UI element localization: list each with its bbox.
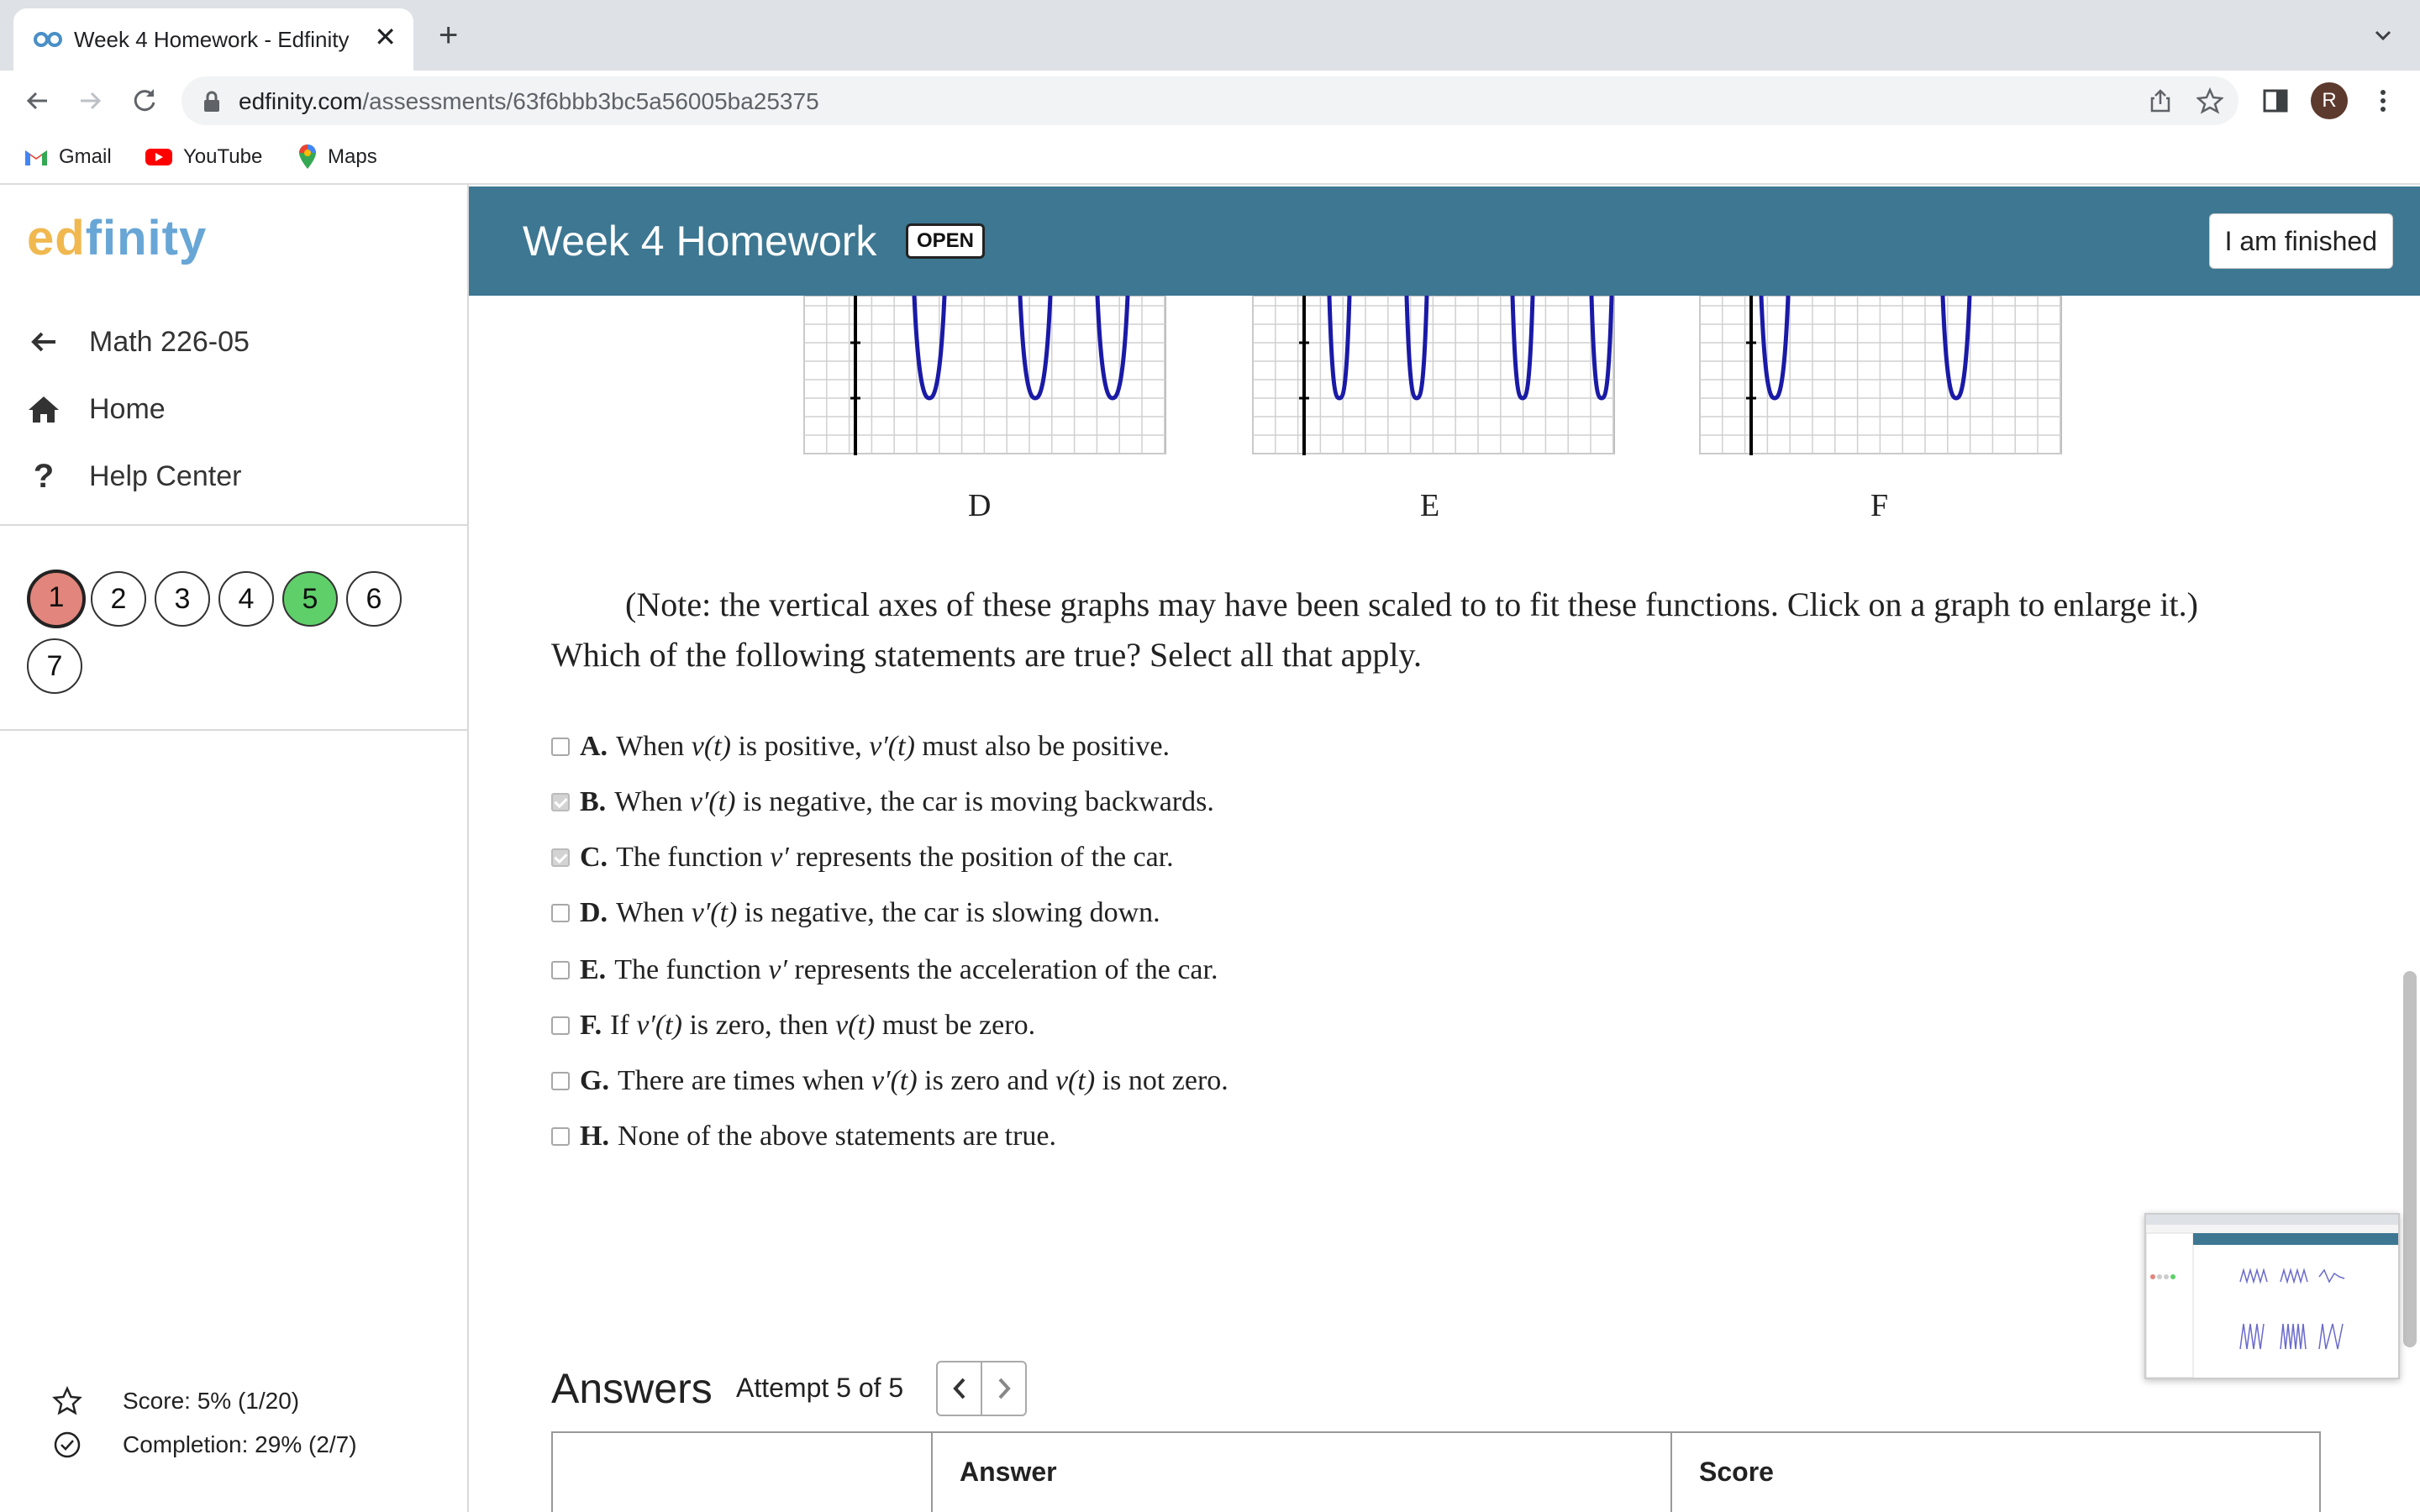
answers-table bbox=[551, 1431, 2321, 1512]
maps-icon bbox=[297, 144, 318, 171]
logo-finity: finity bbox=[85, 211, 208, 265]
completion-stat bbox=[52, 1430, 357, 1460]
option-checkbox[interactable] bbox=[551, 1127, 570, 1146]
url-text bbox=[239, 88, 819, 115]
option-text: The function v′ represents the acceleration of the car. bbox=[614, 954, 1218, 985]
logo-ed: ed bbox=[27, 211, 86, 265]
option-letter: E. bbox=[580, 954, 607, 985]
home-icon bbox=[28, 395, 60, 423]
option-letter: G. bbox=[580, 1065, 609, 1096]
sidebar-item-label: Math 226-05 bbox=[89, 325, 250, 358]
completion-text: Completion: 29% (2/7) bbox=[123, 1431, 357, 1457]
edfinity-favicon-icon bbox=[32, 29, 64, 50]
option-checkbox[interactable] bbox=[551, 961, 570, 979]
screenshot-thumbnail[interactable] bbox=[2144, 1213, 2400, 1379]
side-panel-icon[interactable] bbox=[2260, 86, 2291, 116]
chevron-right-icon bbox=[996, 1376, 1013, 1401]
option-letter: D. bbox=[580, 897, 608, 928]
page-title: Week 4 Homework bbox=[523, 218, 877, 265]
bookmarks-bar bbox=[0, 131, 2420, 185]
option-text: If v′(t) is zero, then v(t) must be zero. bbox=[610, 1010, 1036, 1041]
option-checkbox[interactable] bbox=[551, 848, 570, 867]
option-checkbox[interactable] bbox=[551, 1016, 570, 1035]
thumbnail-preview bbox=[2146, 1215, 2398, 1378]
forward-icon[interactable] bbox=[76, 86, 106, 116]
finish-button[interactable]: I am finished bbox=[2209, 213, 2393, 269]
sidebar-item-course[interactable] bbox=[25, 321, 250, 363]
status-badge: OPEN bbox=[906, 223, 985, 259]
column-header-answer: Answer bbox=[931, 1433, 1670, 1512]
sidebar-divider bbox=[0, 524, 467, 526]
sidebar-item-label: Help Center bbox=[89, 459, 242, 492]
chevron-down-icon[interactable] bbox=[2371, 24, 2395, 47]
bookmark-star-icon[interactable] bbox=[2196, 87, 2223, 114]
answers-heading: Answers bbox=[551, 1365, 713, 1412]
bookmark-label: YouTube bbox=[183, 145, 263, 168]
option-text: When v(t) is positive, v′(t) must also be positive. bbox=[616, 731, 1171, 762]
question-nav-1[interactable]: 1 bbox=[27, 570, 86, 628]
option-checkbox[interactable] bbox=[551, 738, 570, 756]
chevron-left-icon bbox=[951, 1376, 968, 1401]
arrow-left-icon bbox=[29, 327, 59, 357]
option-text: When v′(t) is negative, the car is moving backwards. bbox=[614, 786, 1214, 817]
option-text: There are times when v′(t) is zero and v(t) is not zero. bbox=[617, 1065, 1228, 1096]
attempt-counter: Attempt 5 of 5 bbox=[736, 1373, 904, 1403]
option-text: When v′(t) is negative, the car is slowing down. bbox=[616, 897, 1160, 928]
graph-label-d: D bbox=[968, 488, 992, 523]
question-content bbox=[471, 296, 2403, 1512]
graph-d[interactable] bbox=[803, 296, 1166, 455]
question-note: (Note: the vertical axes of these graphs may have been scaled to to fit these functions. Click on a graph to enlarge it.) bbox=[625, 585, 2198, 623]
answer-option-g[interactable] bbox=[551, 1060, 1228, 1102]
option-checkbox[interactable] bbox=[551, 793, 570, 811]
bookmark-gmail[interactable] bbox=[24, 143, 112, 171]
bookmark-label: Gmail bbox=[59, 145, 112, 168]
answer-option-d[interactable] bbox=[551, 892, 1160, 934]
address-bar[interactable] bbox=[182, 76, 2238, 125]
graph-f[interactable] bbox=[1699, 296, 2062, 455]
sidebar-item-help-center[interactable] bbox=[25, 455, 241, 497]
option-letter: B. bbox=[580, 786, 607, 817]
share-icon[interactable] bbox=[2148, 88, 2173, 113]
answer-option-f[interactable] bbox=[551, 1005, 1035, 1047]
sidebar-item-label: Home bbox=[89, 392, 166, 425]
bookmark-youtube[interactable] bbox=[145, 143, 262, 171]
bookmark-label: Maps bbox=[328, 145, 377, 168]
score-text: Score: 5% (1/20) bbox=[123, 1388, 300, 1414]
new-tab-icon[interactable]: + bbox=[439, 17, 459, 54]
profile-avatar[interactable]: R bbox=[2311, 82, 2348, 119]
previous-attempt-button[interactable] bbox=[938, 1362, 982, 1415]
url-domain: edfinity.com bbox=[239, 88, 363, 114]
sidebar-divider bbox=[0, 729, 467, 731]
answer-option-h[interactable] bbox=[551, 1116, 1056, 1158]
check-circle-icon bbox=[52, 1430, 82, 1460]
tab-title: Week 4 Homework - Edfinity bbox=[74, 27, 350, 52]
option-letter: F. bbox=[580, 1010, 602, 1041]
answer-option-e[interactable] bbox=[551, 949, 1218, 991]
star-icon bbox=[52, 1386, 82, 1416]
bookmark-maps[interactable] bbox=[297, 143, 377, 171]
option-letter: A. bbox=[580, 731, 608, 762]
youtube-icon bbox=[145, 147, 173, 167]
score-stat bbox=[52, 1386, 299, 1416]
assignment-header bbox=[469, 186, 2420, 296]
close-tab-icon[interactable]: ✕ bbox=[374, 22, 397, 52]
graph-label-f: F bbox=[1870, 488, 1889, 523]
url-path: /assessments/63f6bbb3bc5a56005ba25375 bbox=[362, 88, 819, 114]
option-letter: C. bbox=[580, 842, 608, 873]
next-attempt-button[interactable] bbox=[982, 1362, 1025, 1415]
option-checkbox[interactable] bbox=[551, 904, 570, 922]
question-nav-5[interactable]: 5 bbox=[282, 571, 338, 627]
question-nav-3[interactable]: 3 bbox=[155, 571, 210, 627]
question-icon: ? bbox=[33, 457, 55, 495]
question-nav-6[interactable]: 6 bbox=[346, 571, 402, 627]
browser-tab-bar bbox=[0, 0, 2420, 71]
column-header-score: Score bbox=[1670, 1433, 2319, 1512]
edfinity-logo[interactable] bbox=[27, 210, 207, 266]
back-icon[interactable] bbox=[22, 86, 52, 116]
more-menu-icon[interactable] bbox=[2368, 86, 2398, 116]
reload-icon[interactable] bbox=[129, 86, 160, 116]
question-text bbox=[551, 580, 2366, 680]
page-scrollbar[interactable] bbox=[2403, 971, 2417, 1347]
answer-option-c[interactable] bbox=[551, 837, 1174, 879]
sidebar bbox=[0, 185, 469, 1512]
question-nav-2[interactable]: 2 bbox=[91, 571, 146, 627]
answer-option-a[interactable] bbox=[551, 726, 1170, 768]
browser-tab[interactable] bbox=[13, 8, 413, 71]
question-nav-7[interactable]: 7 bbox=[27, 638, 82, 694]
attempt-nav bbox=[936, 1361, 1027, 1416]
answer-option-b[interactable] bbox=[551, 781, 1214, 823]
graph-label-e: E bbox=[1420, 488, 1440, 523]
question-nav-4[interactable]: 4 bbox=[218, 571, 274, 627]
lock-icon bbox=[202, 90, 222, 113]
graph-e[interactable] bbox=[1252, 296, 1615, 455]
sidebar-item-home[interactable] bbox=[25, 388, 166, 430]
browser-toolbar bbox=[0, 71, 2420, 131]
option-text: The function v′ represents the position of the car. bbox=[616, 842, 1174, 873]
question-prompt: Which of the following statements are true? Select all that apply. bbox=[551, 636, 1422, 674]
gmail-icon bbox=[24, 147, 49, 167]
option-text: None of the above statements are true. bbox=[617, 1121, 1057, 1152]
option-checkbox[interactable] bbox=[551, 1072, 570, 1090]
option-letter: H. bbox=[580, 1121, 609, 1152]
